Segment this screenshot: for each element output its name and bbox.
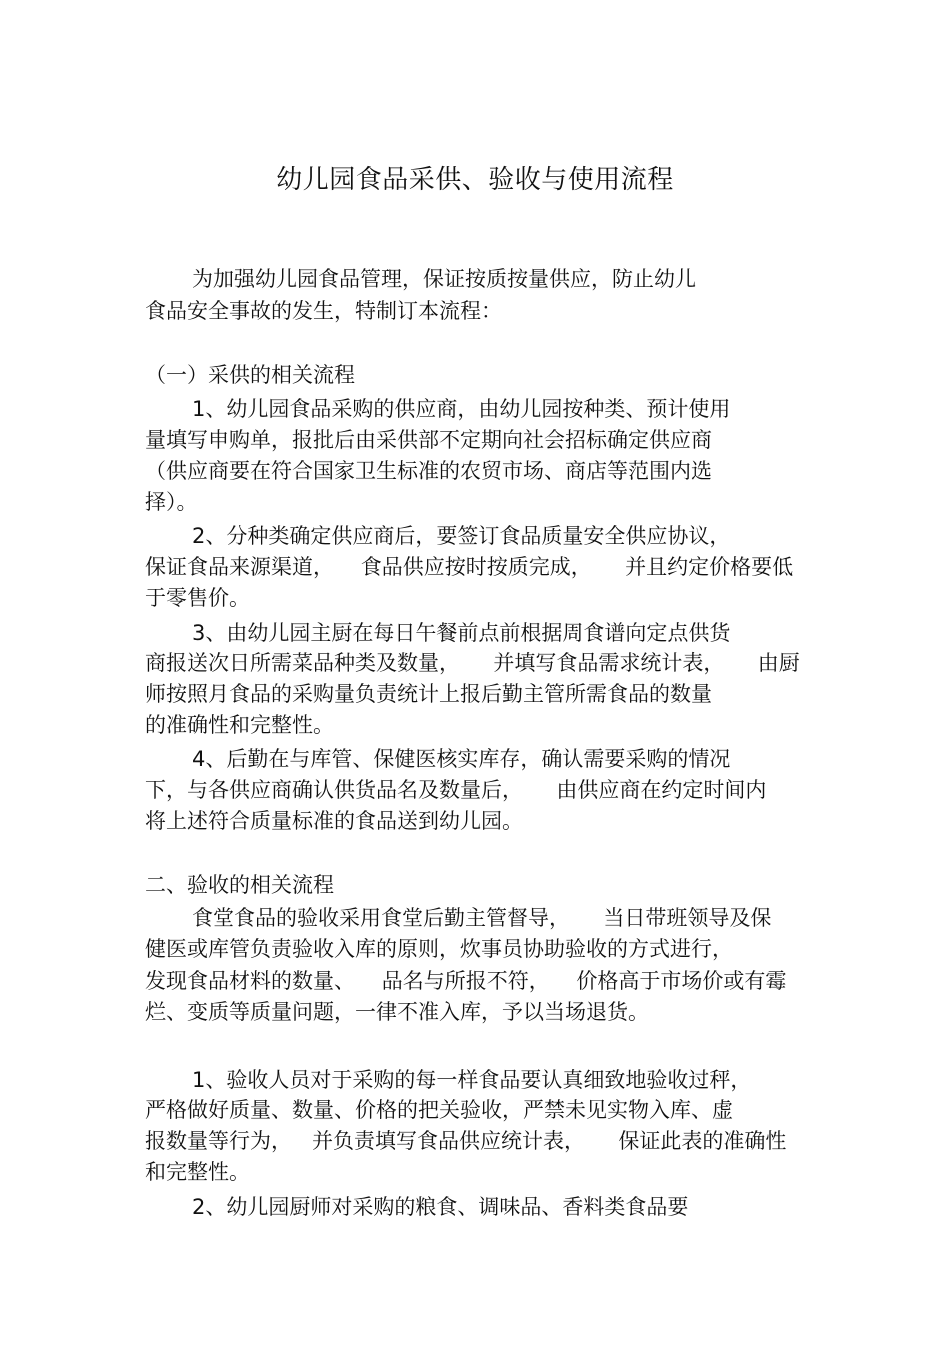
procurement-item-1-line-2: 量填写申购单，报批后由采供部不定期向社会招标确定供应商 [145, 428, 712, 452]
acceptance-item-1-line-1: 1、验收人员对于采购的每一样食品要认真细致地验收过秤， [192, 1068, 752, 1092]
procurement-item-1-line-1: 1、幼儿园食品采购的供应商，由幼儿园按种类、预计使用 [192, 397, 731, 421]
procurement-item-3-line-4: 的准确性和完整性。 [145, 713, 334, 737]
procurement-item-3-line-1: 3、由幼儿园主厨在每日午餐前点前根据周食谱向定点供货 [192, 621, 731, 645]
procurement-item-2-line-2: 保证食品来源渠道， 食品供应按时按质完成， 并且约定价格要低 [145, 555, 794, 579]
document-title: 幼儿园食品采供、验收与使用流程 [276, 165, 674, 195]
procurement-item-4-line-3: 将上述符合质量标准的食品送到幼儿园。 [145, 809, 523, 833]
section-heading-procurement: （一）采供的相关流程 [145, 363, 355, 387]
procurement-item-4-line-1: 4、后勤在与库管、保健医核实库存，确认需要采购的情况 [192, 747, 731, 771]
procurement-item-4-line-2: 下，与各供应商确认供货品名及数量后， 由供应商在约定时间内 [145, 778, 767, 802]
acceptance-item-1-line-4: 和完整性。 [145, 1160, 250, 1184]
acceptance-item-1-line-3: 报数量等行为， 并负责填写食品供应统计表， 保证此表的准确性 [145, 1129, 787, 1153]
procurement-item-1-line-4: 择）。 [145, 490, 198, 514]
acceptance-intro-line-2: 健医或库管负责验收入库的原则，炊事员协助验收的方式进行， [145, 937, 733, 961]
acceptance-item-2-line-1: 2、幼儿园厨师对采购的粮食、调味品、香料类食品要 [192, 1195, 689, 1219]
intro-line-1: 为加强幼儿园食品管理，保证按质按量供应，防止幼儿 [192, 267, 696, 291]
acceptance-intro-line-4: 烂、变质等质量问题，一律不准入库，予以当场退货。 [145, 1000, 649, 1024]
procurement-item-2-line-3: 于零售价。 [145, 586, 250, 610]
procurement-item-1-line-3: （供应商要在符合国家卫生标准的农贸市场、商店等范围内选 [145, 459, 712, 483]
procurement-item-2-line-1: 2、分种类确定供应商后，要签订食品质量安全供应协议， [192, 524, 731, 548]
acceptance-item-1-line-2: 严格做好质量、数量、价格的把关验收，严禁未见实物入库、虚 [145, 1098, 733, 1122]
intro-line-2: 食品安全事故的发生，特制订本流程： [145, 299, 502, 323]
acceptance-intro-line-3: 发现食品材料的数量、 品名与所报不符， 价格高于市场价或有霉 [145, 969, 787, 993]
procurement-item-3-line-3: 师按照月食品的采购量负责统计上报后勤主管所需食品的数量 [145, 682, 712, 706]
section-heading-acceptance: 二、验收的相关流程 [145, 873, 334, 897]
acceptance-intro-line-1: 食堂食品的验收采用食堂后勤主管督导， 当日带班领导及保 [192, 906, 772, 930]
procurement-item-3-line-2: 商报送次日所需菜品种类及数量， 并填写食品需求统计表， 由厨 [145, 651, 800, 675]
